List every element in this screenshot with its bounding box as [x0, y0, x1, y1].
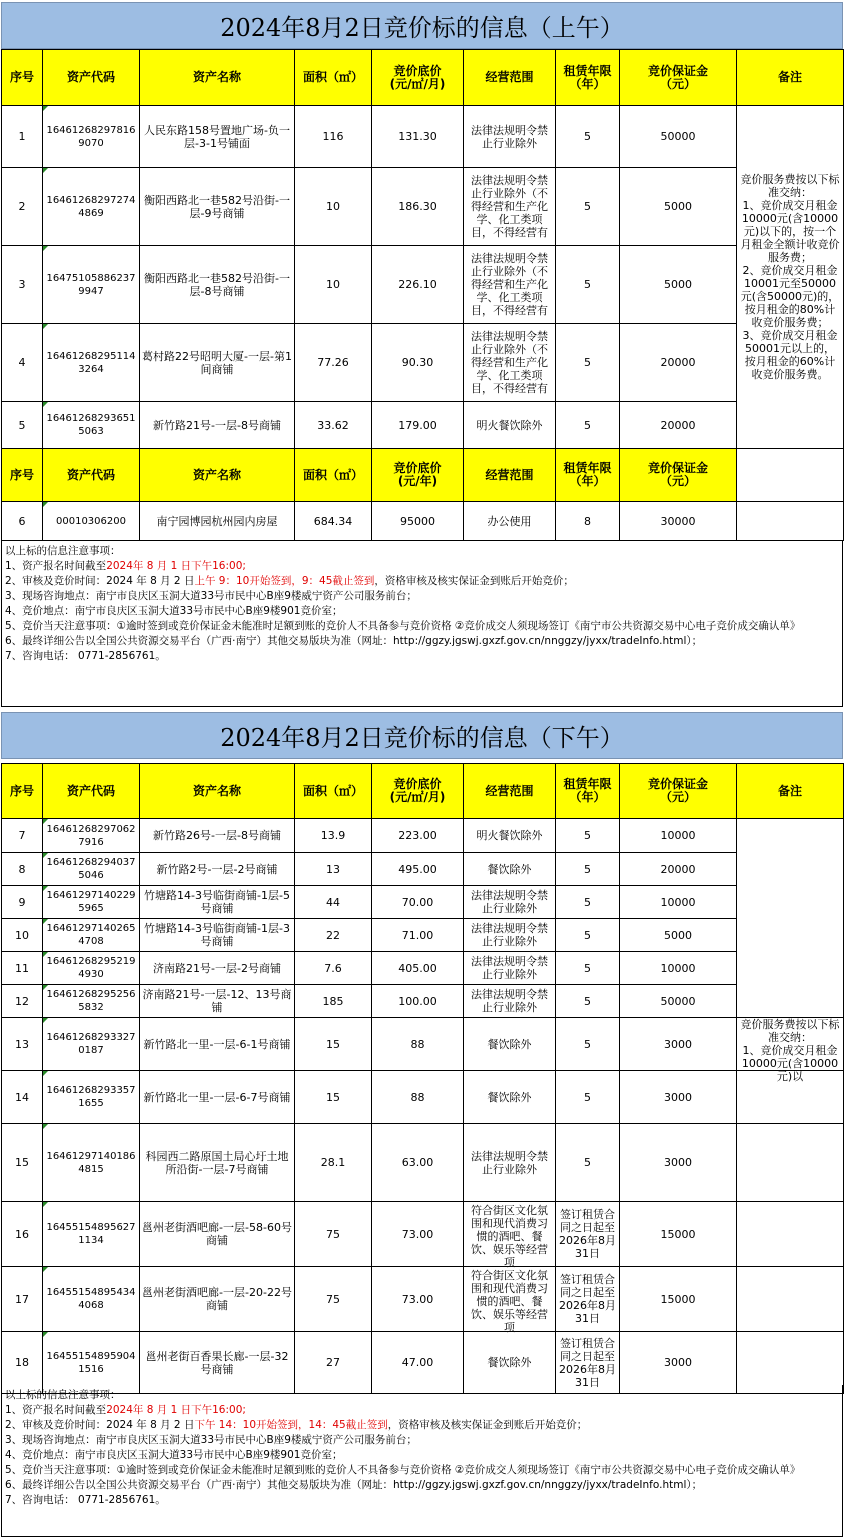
- cell-asset-name: 竹塘路14-3号临街商铺-1层-5号商铺: [140, 886, 295, 919]
- notes-heading: 以上标的信息注意事项：: [5, 545, 121, 557]
- header-col-scope: 经营范围: [464, 50, 556, 106]
- cell-asset-code: 164612682972744869: [43, 168, 140, 246]
- header-col-name: 资产名称: [140, 50, 295, 106]
- cell-no: 8: [2, 853, 43, 886]
- table-row: [2, 985, 844, 1018]
- cell-remark-fee-rules: 竞价服务费按以下标准交纳： 1、竞价成交月租金10000元(含10000元)以下的，按一个月租金全额计收竞价服务费； 2、竞价成交月租金10001元至50000元(含50000元)的，按月租金的80%计收竞价服务费； 3、竞价成交月租金50001元以上的，按月租金的60%计收竞价服务费。: [737, 106, 844, 449]
- header-col-remark: 备注: [737, 50, 844, 106]
- afternoon-table: [1, 763, 844, 1394]
- cell-scope: [464, 246, 556, 324]
- cell-asset-code: 164612682952565832: [43, 985, 140, 1018]
- cell-deposit: 20000: [620, 402, 737, 449]
- cell-lease-years: 5: [556, 402, 620, 449]
- cell-deposit: 3000: [620, 1124, 737, 1202]
- cell-price: 226.10: [372, 246, 464, 324]
- cell-lease-years: 5: [556, 1124, 620, 1202]
- cell-area: 27: [295, 1332, 372, 1394]
- scope-text: 法律法规明令禁止行业除外（不得经营和生产化学、化工类项目，不得经营有: [471, 174, 548, 239]
- cell-asset-name: 竹塘路14-3号临街商铺-1层-3号商铺: [140, 919, 295, 952]
- cell-scope: [464, 853, 556, 886]
- cell-lease-years: 5: [556, 819, 620, 853]
- header-col-name: 资产名称: [140, 764, 295, 819]
- cell-no: 2: [2, 168, 43, 246]
- cell-lease-years: 5: [556, 952, 620, 985]
- cell-lease-years: 5: [556, 886, 620, 919]
- header-col-deposit: 竞价保证金 （元）: [620, 449, 737, 502]
- cell-no: 4: [2, 324, 43, 402]
- cell-area: 28.1: [295, 1124, 372, 1202]
- header-col-deposit: 竞价保证金 （元）: [620, 50, 737, 106]
- cell-deposit: 30000: [620, 502, 737, 541]
- cell-asset-name: 新竹路北一里-一层-6-1号商铺: [140, 1018, 295, 1071]
- header-col-years: 租赁年限 （年）: [556, 50, 620, 106]
- table-row: [2, 1071, 844, 1124]
- cell-deposit: 50000: [620, 985, 737, 1018]
- header-col-scope: 经营范围: [464, 449, 556, 502]
- cell-scope: [464, 106, 556, 168]
- cell-asset-name: 济南路21号-一层-2号商铺: [140, 952, 295, 985]
- cell-lease-years: 签订租赁合同之日起至2026年8月31日: [556, 1202, 620, 1267]
- cell-scope: [464, 1267, 556, 1332]
- cell-asset-name: 济南路21号-一层-12、13号商铺: [140, 985, 295, 1018]
- cell-scope: [464, 985, 556, 1018]
- notes-line-4: 4、竞价地点：南宁市良庆区玉洞大道33号市民中心B座9楼901竞价室；: [5, 1449, 343, 1461]
- header-col-price: 竞价底价 (元/㎡/月): [372, 764, 464, 819]
- cell-asset-name: 人民东路158号置地广场-负一层-3-1号铺面: [140, 106, 295, 168]
- cell-lease-years: 5: [556, 168, 620, 246]
- cell-area: 13: [295, 853, 372, 886]
- cell-price: 179.00: [372, 402, 464, 449]
- remark-text: 竞价服务费按以下标准交纳： 1、竞价成交月租金 10000元(含10000元)以: [740, 1018, 840, 1083]
- notes-line-5: 5、竞价当天注意事项：①逾时签到或竞价保证金未能准时足额到账的竞价人不具备参与竞价资格 ②竞价成交人须现场签订《南宁市公共资源交易中心电子竞价成交确认单》: [5, 620, 801, 632]
- scope-text: 法律法规明令禁止行业除外（不得经营和生产化学、化工类项目，不得经营有: [471, 330, 548, 395]
- cell-asset-name: 新竹路26号-一层-8号商铺: [140, 819, 295, 853]
- header-col-code: 资产代码: [43, 50, 140, 106]
- scope-text: 明火餐饮除外: [476, 418, 543, 432]
- cell-lease-years: 签订租赁合同之日起至2026年8月31日: [556, 1332, 620, 1394]
- cell-price: 186.30: [372, 168, 464, 246]
- morning-notes: [1, 541, 843, 707]
- cell-asset-code: 164612971401864815: [43, 1124, 140, 1202]
- cell-asset-code: 164612971402654708: [43, 919, 140, 952]
- header-col-code: 资产代码: [43, 764, 140, 819]
- scope-text: 法律法规明令禁止行业除外: [471, 988, 548, 1014]
- cell-asset-code: 164612682970627916: [43, 819, 140, 853]
- cell-area: 7.6: [295, 952, 372, 985]
- cell-asset-code: 164612682936515063: [43, 402, 140, 449]
- notes-line-6: 6、最终详细公告以全国公共资源交易平台（广西·南宁）其他交易版块为准（网址：http://ggzy.jgswj.gxzf.gov.cn/nnggzy/jyxx/tradeInfo.html）；: [5, 1479, 703, 1491]
- cell-asset-code: 164551548959041516: [43, 1332, 140, 1394]
- cell-no: 15: [2, 1124, 43, 1202]
- cell-lease-years: 5: [556, 246, 620, 324]
- cell-asset-name: 新竹路21号-一层-8号商铺: [140, 402, 295, 449]
- cell-asset-code: 164612682940375046: [43, 853, 140, 886]
- cell-scope: [464, 402, 556, 449]
- cell-deposit: 20000: [620, 324, 737, 402]
- cell-scope: [464, 952, 556, 985]
- cell-price: 73.00: [372, 1267, 464, 1332]
- afternoon-notes: [1, 1385, 843, 1537]
- cell-price: 88: [372, 1071, 464, 1124]
- cell-no: 7: [2, 819, 43, 853]
- cell-remark-empty: [737, 1124, 844, 1202]
- cell-deposit: 50000: [620, 106, 737, 168]
- scope-text: 餐饮除外: [487, 1037, 532, 1051]
- cell-asset-name: 衡阳西路北一巷582号沿街-一层-8号商铺: [140, 246, 295, 324]
- header-col-no: 序号: [2, 764, 43, 819]
- cell-asset-name: 新竹路2号-一层-2号商铺: [140, 853, 295, 886]
- afternoon-title: 2024年8月2日竞价标的信息（下午）: [1, 712, 843, 759]
- morning-title: 2024年8月2日竞价标的信息（上午）: [1, 2, 843, 49]
- cell-area: 15: [295, 1018, 372, 1071]
- table-row: [2, 106, 844, 168]
- cell-asset-code: 00010306200: [43, 502, 140, 541]
- header-col-area: 面积（㎡）: [295, 50, 372, 106]
- table-row: [2, 402, 844, 449]
- cell-price: 405.00: [372, 952, 464, 985]
- header-col-area: 面积（㎡）: [295, 764, 372, 819]
- cell-price: 223.00: [372, 819, 464, 853]
- table-row: [2, 502, 844, 541]
- table-row: [2, 853, 844, 886]
- cell-lease-years: 5: [556, 985, 620, 1018]
- notes-line-5: 5、竞价当天注意事项：①逾时签到或竞价保证金未能准时足额到账的竞价人不具备参与竞价资格 ②竞价成交人须现场签订《南宁市公共资源交易中心电子竞价成交确认单》: [5, 1464, 801, 1476]
- table-row: [2, 1202, 844, 1267]
- cell-remark-fee-rules: [737, 1018, 844, 1083]
- cell-lease-years: 5: [556, 324, 620, 402]
- notes-line-3: 3、现场咨询地点：南宁市良庆区玉洞大道33号市民中心B座9楼威宁资产公司服务前台；: [5, 1434, 417, 1446]
- notes-line-7: 7、咨询电话： 0771-2856761。: [5, 1494, 166, 1506]
- header-col-years: 租赁年限 （年）: [556, 764, 620, 819]
- scope-text: 符合街区文化氛围和现代消费习惯的酒吧、餐饮、娱乐等经营项: [471, 1268, 548, 1334]
- notes-heading: 以上标的信息注意事项：: [5, 1389, 121, 1401]
- cell-area: 13.9: [295, 819, 372, 853]
- cell-asset-code: 164551548956271134: [43, 1202, 140, 1267]
- table-row: [2, 886, 844, 919]
- cell-deposit: 20000: [620, 853, 737, 886]
- cell-deposit: 5000: [620, 919, 737, 952]
- cell-asset-code: 164751058862379947: [43, 246, 140, 324]
- cell-lease-years: 5: [556, 919, 620, 952]
- cell-remark-empty: [737, 1267, 844, 1332]
- table-row: [2, 1267, 844, 1332]
- cell-price: 63.00: [372, 1124, 464, 1202]
- table-row: [2, 1124, 844, 1202]
- cell-no: 16: [2, 1202, 43, 1267]
- cell-price: 90.30: [372, 324, 464, 402]
- cell-no: 6: [2, 502, 43, 541]
- cell-asset-name: 葛村路22号昭明大厦-一层-第1间商铺: [140, 324, 295, 402]
- header-col-name: 资产名称: [140, 449, 295, 502]
- scope-text: 符合街区文化氛围和现代消费习惯的酒吧、餐饮、娱乐等经营项: [471, 1203, 548, 1269]
- header-col-price: 竞价底价 (元/㎡/月): [372, 50, 464, 106]
- header-blank: [737, 449, 844, 502]
- cell-deposit: 3000: [620, 1332, 737, 1394]
- table-row: [2, 168, 844, 246]
- cell-deposit: 15000: [620, 1267, 737, 1332]
- notes-line-7: 7、咨询电话： 0771-2856761。: [5, 650, 166, 662]
- notes-line-1: 1、资产报名时间截至2024年 8 月 1 日下午16:00;: [5, 560, 246, 572]
- cell-deposit: 10000: [620, 819, 737, 853]
- cell-price: 47.00: [372, 1332, 464, 1394]
- cell-scope: [464, 168, 556, 246]
- cell-scope: [464, 886, 556, 919]
- cell-area: 75: [295, 1202, 372, 1267]
- cell-no: 10: [2, 919, 43, 952]
- cell-lease-years: 8: [556, 502, 620, 541]
- cell-price: 88: [372, 1018, 464, 1071]
- scope-text: 法律法规明令禁止行业除外: [471, 889, 548, 915]
- cell-remark-empty: [737, 819, 844, 1018]
- scope-text: 法律法规明令禁止行业除外: [471, 123, 548, 150]
- cell-area: 10: [295, 168, 372, 246]
- cell-area: 15: [295, 1071, 372, 1124]
- cell-remark-empty: [737, 502, 844, 541]
- cell-area: 185: [295, 985, 372, 1018]
- cell-deposit: 10000: [620, 952, 737, 985]
- cell-price: 495.00: [372, 853, 464, 886]
- cell-scope: [464, 502, 556, 541]
- cell-asset-code: 164612682978169070: [43, 106, 140, 168]
- cell-asset-name: 邕州老街酒吧廊-一层-20-22号商铺: [140, 1267, 295, 1332]
- cell-scope: [464, 1018, 556, 1071]
- notes-line-1: 1、资产报名时间截至2024年 8 月 1 日下午16:00;: [5, 1404, 246, 1416]
- cell-scope: [464, 919, 556, 952]
- cell-lease-years: 签订租赁合同之日起至2026年8月31日: [556, 1267, 620, 1332]
- cell-area: 44: [295, 886, 372, 919]
- table-row: [2, 919, 844, 952]
- cell-area: 10: [295, 246, 372, 324]
- cell-no: 11: [2, 952, 43, 985]
- header-col-no: 序号: [2, 449, 43, 502]
- table-row: [2, 246, 844, 324]
- cell-asset-name: 新竹路北一里-一层-6-7号商铺: [140, 1071, 295, 1124]
- table-header-row: [2, 50, 844, 106]
- cell-area: 77.26: [295, 324, 372, 402]
- cell-asset-name: 南宁园博园杭州园内房屋: [140, 502, 295, 541]
- cell-area: 22: [295, 919, 372, 952]
- cell-area: 33.62: [295, 402, 372, 449]
- header-col-years: 租赁年限 （年）: [556, 449, 620, 502]
- cell-area: 75: [295, 1267, 372, 1332]
- cell-area: 684.34: [295, 502, 372, 541]
- cell-asset-code: 164612682951143264: [43, 324, 140, 402]
- cell-price: 71.00: [372, 919, 464, 952]
- cell-no: 9: [2, 886, 43, 919]
- cell-lease-years: 5: [556, 853, 620, 886]
- cell-asset-code: 164612682952194930: [43, 952, 140, 985]
- table-row: [2, 1018, 844, 1071]
- cell-no: 17: [2, 1267, 43, 1332]
- cell-asset-name: 科园西二路原国土局心圩土地所沿街-一层-7号商铺: [140, 1124, 295, 1202]
- scope-text: 法律法规明令禁止行业除外（不得经营和生产化学、化工类项目，不得经营有: [471, 252, 548, 317]
- cell-deposit: 15000: [620, 1202, 737, 1267]
- header-col-scope: 经营范围: [464, 764, 556, 819]
- scope-text: 法律法规明令禁止行业除外: [471, 955, 548, 981]
- cell-no: 14: [2, 1071, 43, 1124]
- cell-area: 116: [295, 106, 372, 168]
- cell-asset-code: 164612971402295965: [43, 886, 140, 919]
- cell-remark-empty: [737, 1202, 844, 1267]
- cell-lease-years: 5: [556, 1018, 620, 1071]
- cell-asset-code: 164612682933571655: [43, 1071, 140, 1124]
- cell-deposit: 5000: [620, 168, 737, 246]
- scope-text: 明火餐饮除外: [476, 829, 543, 842]
- morning-table: [1, 49, 844, 541]
- cell-scope: [464, 324, 556, 402]
- cell-deposit: 3000: [620, 1071, 737, 1124]
- cell-asset-name: 衡阳西路北一巷582号沿街-一层-9号商铺: [140, 168, 295, 246]
- notes-line-2: 2、审核及竞价时间：2024 年 8 月 2 日上午 9：10开始签到，9：45截止签到，资格审核及核实保证金到账后开始竞价；: [5, 575, 574, 587]
- header-col-remark: 备注: [737, 764, 844, 819]
- header-col-price: 竞价底价 (元/年): [372, 449, 464, 502]
- cell-deposit: 5000: [620, 246, 737, 324]
- scope-text: 餐饮除外: [487, 1356, 532, 1369]
- cell-lease-years: 5: [556, 106, 620, 168]
- cell-scope: [464, 1071, 556, 1124]
- notes-line-3: 3、现场咨询地点：南宁市良庆区玉洞大道33号市民中心B座9楼威宁资产公司服务前台；: [5, 590, 417, 602]
- notes-line-6: 6、最终详细公告以全国公共资源交易平台（广西·南宁）其他交易版块为准（网址：http://ggzy.jgswj.gxzf.gov.cn/nnggzy/jyxx/tradeInfo.html）；: [5, 635, 703, 647]
- cell-lease-years: 5: [556, 1071, 620, 1124]
- scope-text: 餐饮除外: [487, 1090, 532, 1104]
- cell-price: 95000: [372, 502, 464, 541]
- cell-scope: [464, 819, 556, 853]
- cell-scope: [464, 1202, 556, 1267]
- header-col-area: 面积（㎡）: [295, 449, 372, 502]
- scope-text: 餐饮除外: [487, 862, 532, 876]
- cell-asset-code: 164612682933270187: [43, 1018, 140, 1071]
- cell-deposit: 10000: [620, 886, 737, 919]
- table-row: [2, 952, 844, 985]
- cell-no: 3: [2, 246, 43, 324]
- scope-text: 法律法规明令禁止行业除外: [471, 922, 548, 948]
- cell-no: 12: [2, 985, 43, 1018]
- cell-no: 18: [2, 1332, 43, 1394]
- scope-text: 法律法规明令禁止行业除外: [471, 1149, 548, 1176]
- cell-price: 73.00: [372, 1202, 464, 1267]
- cell-price: 131.30: [372, 106, 464, 168]
- cell-asset-code: 164551548954344068: [43, 1267, 140, 1332]
- cell-price: 70.00: [372, 886, 464, 919]
- scope-text: 办公使用: [487, 514, 532, 528]
- cell-no: 5: [2, 402, 43, 449]
- cell-no: 1: [2, 106, 43, 168]
- cell-asset-name: 邕州老街酒吧廊-一层-58-60号商铺: [140, 1202, 295, 1267]
- cell-scope: [464, 1124, 556, 1202]
- table-header-row: [2, 449, 844, 502]
- table-header-row: [2, 764, 844, 819]
- cell-asset-name: 邕州老街百香果长廊-一层-32号商铺: [140, 1332, 295, 1394]
- table-row: [2, 819, 844, 853]
- notes-line-2: 2、审核及竞价时间：2024 年 8 月 2 日下午 14：10开始签到，14：45截止签到，资格审核及核实保证金到账后开始竞价；: [5, 1419, 588, 1431]
- header-col-code: 资产代码: [43, 449, 140, 502]
- notes-line-4: 4、竞价地点：南宁市良庆区玉洞大道33号市民中心B座9楼901竞价室；: [5, 605, 343, 617]
- header-col-deposit: 竞价保证金 （元）: [620, 764, 737, 819]
- cell-deposit: 3000: [620, 1018, 737, 1071]
- header-col-no: 序号: [2, 50, 43, 106]
- table-row: [2, 324, 844, 402]
- cell-price: 100.00: [372, 985, 464, 1018]
- cell-no: 13: [2, 1018, 43, 1071]
